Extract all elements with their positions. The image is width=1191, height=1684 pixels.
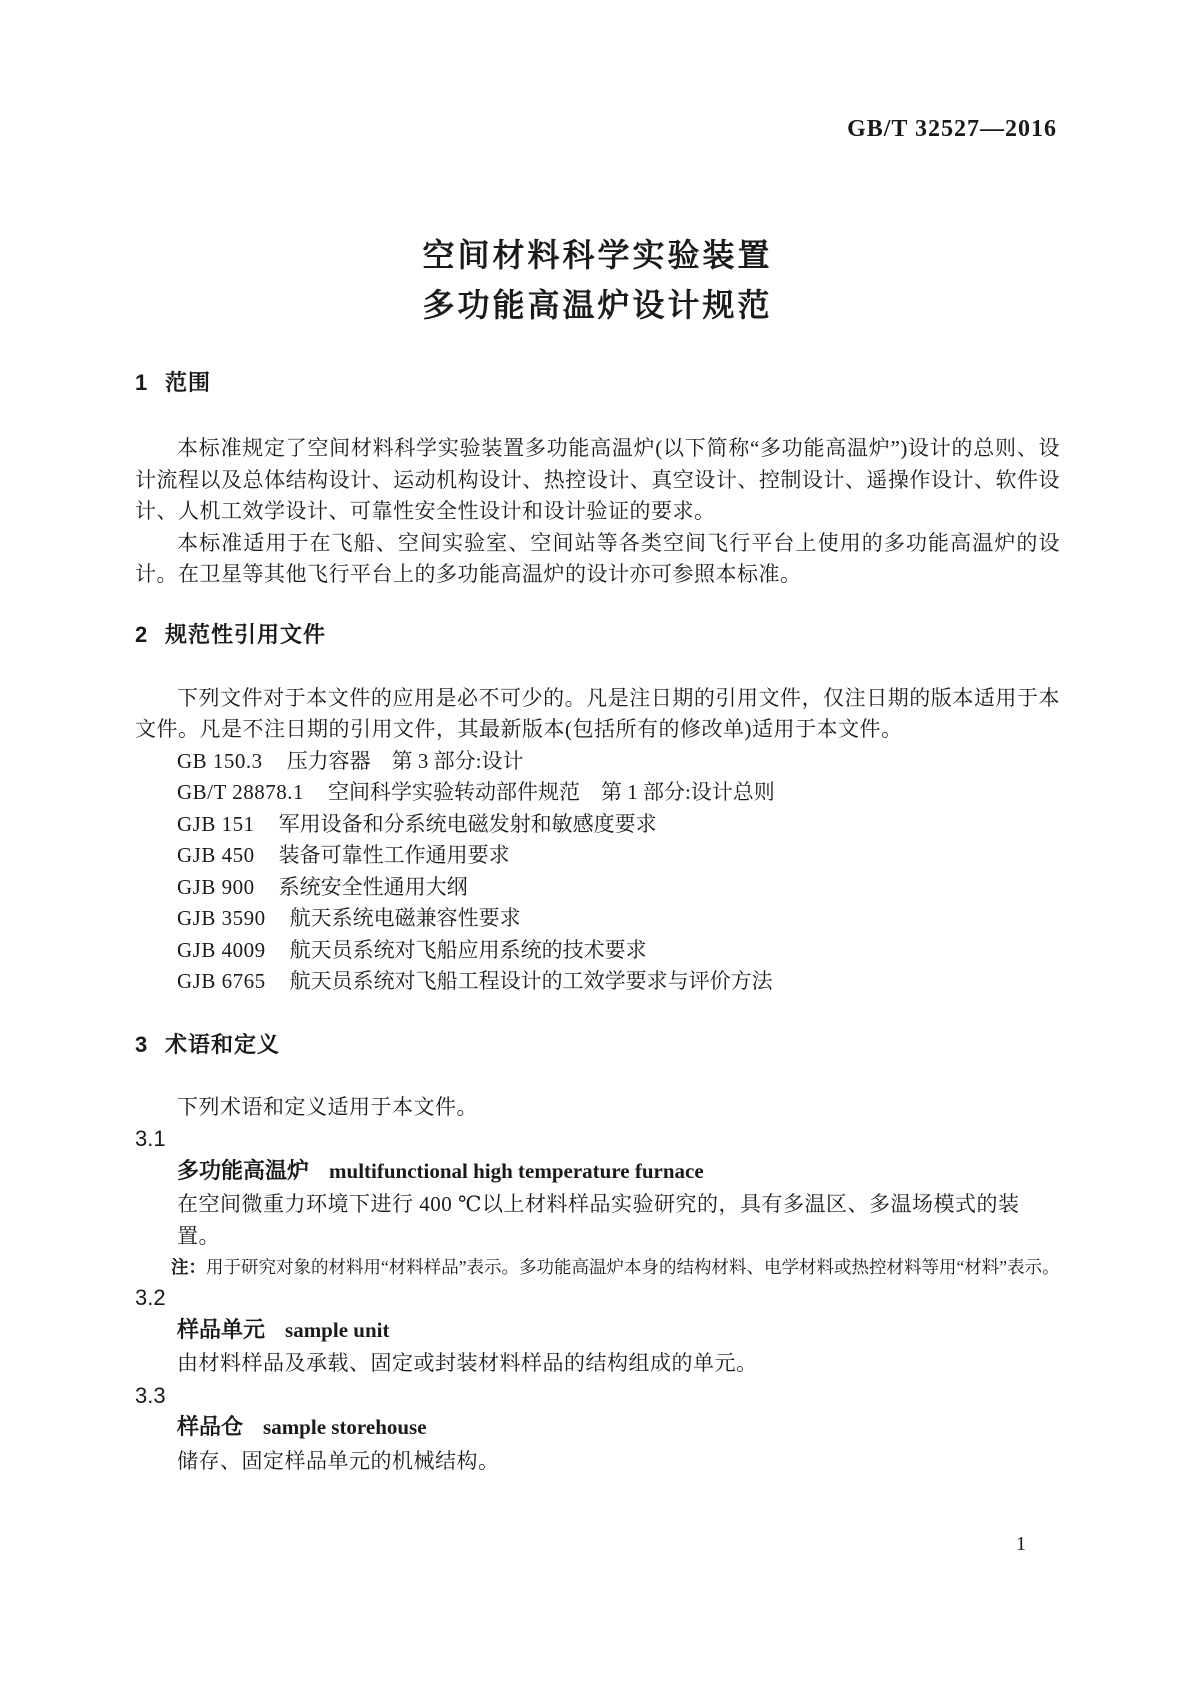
reference-title: 航天系统电磁兼容性要求: [289, 906, 521, 930]
reference-code: GJB 450: [177, 843, 255, 867]
scope-paragraph-2: 本标准适用于在飞船、空间实验室、空间站等各类空间飞行平台上使用的多功能高温炉的设计。在卫星等其他飞行平台上的多功能高温炉的设计亦可参照本标准。: [135, 530, 1060, 586]
reference-list: [135, 746, 1060, 998]
reference-code: GJB 151: [177, 811, 255, 836]
doc-title: [135, 230, 1060, 330]
reference-title: 军用设备和分系统电磁发射和敏感度要求: [278, 811, 657, 836]
term-zh: 样品单元: [177, 1316, 266, 1342]
reference-item: [177, 840, 1060, 872]
terms-intro: 下列术语和定义适用于本文件。: [177, 1094, 478, 1119]
note-label: 注：: [171, 1257, 206, 1277]
reference-code: GB/T 28878.1: [177, 780, 304, 804]
reference-title: 航天员系统对飞船工程设计的工效学要求与评价方法: [289, 969, 773, 993]
doc-code: GB/T 32527—2016: [847, 116, 1057, 142]
reference-item: [177, 746, 1060, 778]
section-2-number: 2: [135, 621, 149, 647]
reference-item: [177, 872, 1060, 904]
term-3-1: [135, 1155, 1060, 1190]
term-definition-3-3: 储存、固定样品单元的机械结构。: [177, 1448, 500, 1473]
page-number: 1: [1016, 1533, 1026, 1555]
clause-number-3-1: 3.1: [135, 1126, 166, 1151]
reference-item: [177, 809, 1060, 841]
term-note-3-1: [135, 1252, 1060, 1282]
reference-code: GJB 3590: [177, 906, 266, 930]
reference-code: GJB 900: [177, 874, 255, 899]
reference-item: [177, 966, 1060, 998]
reference-title: 系统安全性通用大纲: [278, 874, 468, 899]
section-3-number: 3: [135, 1031, 149, 1057]
term-en: multifunctional high temperature furnace: [329, 1158, 704, 1183]
reference-title: 空间科学实验转动部件规范 第 1 部分:设计总则: [327, 780, 775, 804]
note-text: 用于研究对象的材料用“材料样品”表示。多功能高温炉本身的结构材料、电学材料或热控材料等用“材料”表示。: [206, 1257, 1060, 1277]
section-3-title: 术语和定义: [165, 1031, 281, 1057]
reference-code: GJB 6765: [177, 969, 266, 993]
reference-code: GJB 4009: [177, 937, 266, 962]
term-3-3: [135, 1411, 1060, 1446]
references-intro: 下列文件对于本文件的应用是必不可少的。凡是注日期的引用文件，仅注日期的版本适用于本文件。凡是不注日期的引用文件，其最新版本(包括所有的修改单)适用于本文件。: [135, 685, 1060, 741]
reference-item: [177, 903, 1060, 935]
page-content: [135, 0, 1060, 1477]
clause-number-3-2: 3.2: [135, 1285, 166, 1310]
reference-item: [177, 935, 1060, 967]
section-2-heading: [135, 621, 1060, 649]
section-1-number: 1: [135, 370, 149, 395]
reference-code: GB 150.3: [177, 748, 263, 773]
clause-number-3-3: 3.3: [135, 1382, 166, 1408]
term-zh: 多功能高温炉: [177, 1157, 310, 1183]
section-3-heading: [135, 1031, 1060, 1059]
reference-item: [177, 777, 1060, 809]
reference-title: 航天员系统对飞船应用系统的技术要求: [289, 937, 647, 962]
term-definition-3-1: 在空间微重力环境下进行 400 ℃以上材料样品实验研究的，具有多温区、多温场模式的装置。: [177, 1192, 1020, 1248]
reference-title: 压力容器 第 3 部分:设计: [286, 748, 524, 773]
term-3-2: [135, 1314, 1060, 1349]
section-2-title: 规范性引用文件: [165, 621, 327, 647]
doc-title-line-2: 多功能高温炉设计规范: [422, 287, 773, 323]
term-en: sample unit: [285, 1317, 390, 1342]
section-1-heading: [135, 369, 1060, 397]
reference-title: 装备可靠性工作通用要求: [278, 843, 510, 867]
scope-paragraph-1: 本标准规定了空间材料科学实验装置多功能高温炉(以下简称“多功能高温炉”)设计的总则、设计流程以及总体结构设计、运动机构设计、热控设计、真空设计、控制设计、遥操作设计、软件设计、人机工效学设计、可靠性安全性设计和设计验证的要求。: [135, 436, 1060, 523]
term-zh: 样品仓: [177, 1414, 244, 1439]
term-en: sample storehouse: [263, 1415, 427, 1439]
term-definition-3-2: 由材料样品及承载、固定或封装材料样品的结构组成的单元。: [177, 1351, 758, 1375]
doc-title-line-1: 空间材料科学实验装置: [422, 237, 773, 273]
section-1-title: 范围: [165, 370, 212, 395]
